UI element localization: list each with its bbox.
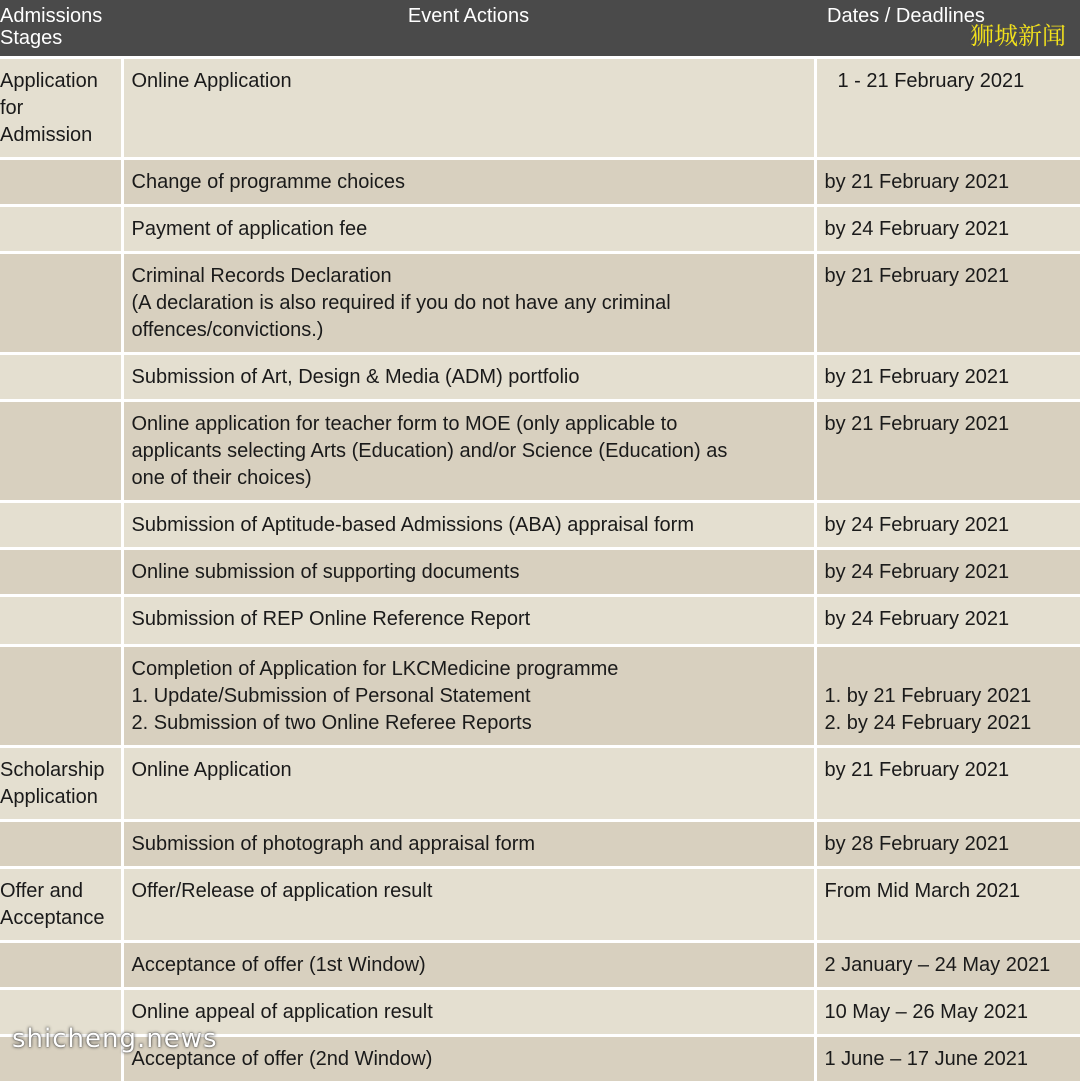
- table-row: [0, 595, 1080, 645]
- event-cell-line: offences/convictions.): [131, 318, 324, 341]
- table-row: [0, 746, 1080, 820]
- event-cell: [122, 867, 815, 941]
- date-cell-line: by 28 February 2021: [824, 832, 1010, 855]
- stage-cell-line: Scholarship: [0, 758, 105, 781]
- date-cell-line: by 21 February 2021: [824, 758, 1010, 781]
- event-cell: [122, 645, 815, 746]
- table-row: [0, 57, 1080, 158]
- date-cell: [815, 595, 1080, 645]
- event-cell: [122, 988, 815, 1035]
- header-dates-deadlines: Dates / Deadlines: [815, 0, 1080, 57]
- event-cell: [122, 252, 815, 353]
- stage-cell: [0, 645, 122, 746]
- stage-cell: [0, 205, 122, 252]
- event-cell-line: Online submission of supporting documents: [131, 560, 520, 583]
- event-cell: [122, 353, 815, 400]
- stage-cell: [0, 548, 122, 595]
- event-cell-line: Submission of Aptitude-based Admissions (ABA) appraisal form: [131, 513, 694, 536]
- header-admissions-stages: Admissions Stages: [0, 0, 122, 57]
- stage-cell-line: Offer and: [0, 879, 84, 902]
- stage-cell-line: Admission: [0, 123, 93, 146]
- stage-cell: [0, 746, 122, 820]
- event-cell-line: Completion of Application for LKCMedicine programme: [131, 657, 619, 680]
- date-cell: [815, 57, 1080, 158]
- date-cell-line: [825, 656, 1073, 683]
- date-cell: [815, 158, 1080, 205]
- stage-cell: [0, 867, 122, 941]
- event-cell: [122, 941, 815, 988]
- date-cell-line: by 21 February 2021: [824, 365, 1010, 388]
- table-body: [0, 57, 1080, 1082]
- stage-cell-line: Application: [0, 69, 98, 92]
- table-row: [0, 548, 1080, 595]
- date-cell: [815, 820, 1080, 867]
- date-cell-line: 1 - 21 February 2021: [837, 69, 1025, 92]
- event-cell-line: 1. Update/Submission of Personal Statement: [131, 684, 531, 707]
- stage-cell: [0, 595, 122, 645]
- date-cell: [815, 501, 1080, 548]
- date-cell-line: 2 January – 24 May 2021: [824, 953, 1051, 976]
- event-cell: [122, 205, 815, 252]
- event-cell-line: Online Application: [131, 69, 292, 92]
- date-cell: [815, 941, 1080, 988]
- date-cell: [815, 988, 1080, 1035]
- event-cell-line: Submission of photograph and appraisal form: [131, 832, 536, 855]
- table-header: [0, 0, 1080, 57]
- stage-cell: [0, 158, 122, 205]
- event-cell: [122, 820, 815, 867]
- event-cell-line: Payment of application fee: [131, 217, 368, 240]
- event-cell-line: (A declaration is also required if you do not have any criminal: [131, 291, 671, 314]
- event-cell-line: applicants selecting Arts (Education) and/or Science (Education) as: [131, 439, 728, 462]
- event-cell: [122, 548, 815, 595]
- event-cell-line: Acceptance of offer (1st Window): [131, 953, 426, 976]
- date-cell: [815, 746, 1080, 820]
- date-cell-line: by 21 February 2021: [824, 412, 1010, 435]
- event-cell-line: Acceptance of offer (2nd Window): [131, 1047, 433, 1070]
- stage-cell: [0, 820, 122, 867]
- event-cell-line: Change of programme choices: [131, 170, 405, 193]
- table-row: [0, 353, 1080, 400]
- date-cell-line: by 24 February 2021: [824, 607, 1010, 630]
- stage-cell: [0, 400, 122, 501]
- table-row: [0, 205, 1080, 252]
- event-cell-line: Submission of Art, Design & Media (ADM) portfolio: [131, 365, 580, 388]
- stage-cell-line: for: [0, 96, 24, 119]
- stage-cell-line: Application: [0, 785, 98, 808]
- date-cell: [815, 400, 1080, 501]
- event-cell: [122, 158, 815, 205]
- event-cell: [122, 501, 815, 548]
- date-cell-line: by 24 February 2021: [824, 560, 1010, 583]
- date-cell: [815, 548, 1080, 595]
- date-cell-line: by 21 February 2021: [824, 170, 1010, 193]
- event-cell: [122, 746, 815, 820]
- stage-cell-line: Acceptance: [0, 906, 105, 929]
- event-cell: [122, 595, 815, 645]
- table-row: [0, 941, 1080, 988]
- table-row: [0, 158, 1080, 205]
- event-cell-line: Submission of REP Online Reference Report: [131, 607, 531, 630]
- date-cell-line: 10 May – 26 May 2021: [824, 1000, 1028, 1023]
- event-cell: [122, 57, 815, 158]
- date-cell-line: by 24 February 2021: [824, 217, 1010, 240]
- event-cell-line: one of their choices): [131, 466, 312, 489]
- event-cell-line: Criminal Records Declaration: [131, 264, 392, 287]
- event-cell-line: 2. Submission of two Online Referee Reports: [131, 711, 532, 734]
- table-row: [0, 645, 1080, 746]
- stage-cell: [0, 57, 122, 158]
- header-event-actions: Event Actions: [122, 0, 815, 57]
- date-cell-line: by 24 February 2021: [824, 513, 1010, 536]
- date-cell-line: 1. by 21 February 2021: [824, 684, 1032, 707]
- table-row: [0, 252, 1080, 353]
- event-cell-line: Online appeal of application result: [131, 1000, 433, 1023]
- watermark-top-right: 狮城新闻: [970, 22, 1066, 50]
- stage-cell: [0, 252, 122, 353]
- date-cell-line: From Mid March 2021: [824, 879, 1021, 902]
- date-cell-line: 2. by 24 February 2021: [824, 711, 1032, 734]
- watermark-bottom-left: shicheng.news: [12, 1024, 218, 1054]
- table-row: [0, 867, 1080, 941]
- date-cell: [815, 645, 1080, 746]
- event-cell: [122, 400, 815, 501]
- table-row: [0, 501, 1080, 548]
- table-row: [0, 820, 1080, 867]
- date-cell-line: 1 June – 17 June 2021: [824, 1047, 1029, 1070]
- date-cell-line: by 21 February 2021: [824, 264, 1010, 287]
- date-cell: [815, 205, 1080, 252]
- event-cell-line: Online application for teacher form to MOE (only applicable to: [131, 412, 678, 435]
- stage-cell: [0, 941, 122, 988]
- event-cell-line: Online Application: [131, 758, 292, 781]
- stage-cell: [0, 353, 122, 400]
- table-row: [0, 400, 1080, 501]
- event-cell-line: Offer/Release of application result: [131, 879, 433, 902]
- date-cell: [815, 353, 1080, 400]
- date-cell: [815, 867, 1080, 941]
- date-cell: [815, 252, 1080, 353]
- stage-cell: [0, 501, 122, 548]
